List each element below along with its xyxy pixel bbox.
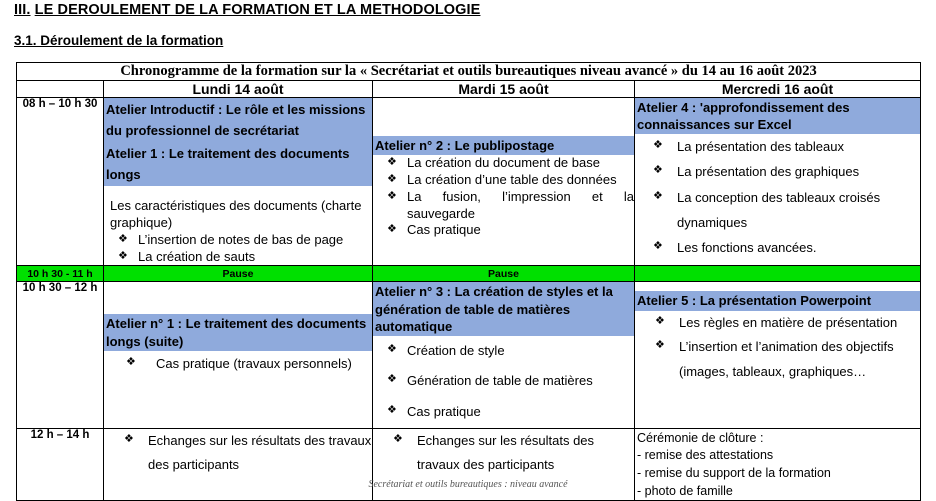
chronogram-table xyxy=(16,62,921,501)
workshop-title-atelier1-suite: Atelier n° 1 : Le traitement des documents longs (suite) xyxy=(104,314,372,350)
pause-label-tuesday: Pause xyxy=(373,266,635,282)
tuesday-bullet-list-3 xyxy=(373,429,634,478)
cell-tuesday-slot1 xyxy=(373,97,635,266)
closing-line-1: Cérémonie de clôture : xyxy=(637,430,764,445)
wednesday-bullet-list-2 xyxy=(635,311,920,385)
time-slot-3: 12 h – 14 h xyxy=(17,428,104,500)
cell-monday-slot2 xyxy=(104,282,373,428)
workshop-title-atelier3: Atelier n° 3 : La création de styles et la génération de table de matières automatique xyxy=(373,282,634,335)
workshop-title-atelier1: Atelier 1 : Le traitement des documents longs xyxy=(104,142,372,186)
table-caption: Chronogramme de la formation sur la « Secrétariat et outils bureautiques niveau avancé » du 14 au 16 août 2023 xyxy=(17,63,921,81)
list-item: ❖ Cas pratique xyxy=(373,222,634,239)
list-item: ❖ La création d’une table des données xyxy=(373,172,634,189)
header-day-monday: Lundi 14 août xyxy=(104,80,373,97)
tuesday-bullet-list xyxy=(373,155,634,239)
workshop-title-atelier2: Atelier n° 2 : Le publipostage xyxy=(373,136,634,155)
workshop-title-atelier5: Atelier 5 : La présentation Powerpoint xyxy=(635,291,920,310)
table-row xyxy=(17,97,921,266)
spacer xyxy=(104,282,372,314)
list-item: ❖ La création de sauts xyxy=(104,249,372,266)
time-slot-pause: 10 h 30 - 11 h xyxy=(17,266,104,282)
closing-line-4: - photo de famille xyxy=(637,483,733,498)
list-item: ❖ Echanges sur les résultats des travaux des participants xyxy=(104,429,372,478)
list-item: ❖ La création du document de base xyxy=(373,155,634,172)
list-item: ❖ Génération de table de matières xyxy=(373,366,634,397)
cell-wednesday-slot2 xyxy=(635,282,921,428)
pause-label-monday: Pause xyxy=(104,266,373,282)
page-footer: Secrétariat et outils bureautiques : niveau avancé xyxy=(368,479,568,490)
closing-line-2: - remise des attestations xyxy=(637,448,774,463)
time-slot-1: 08 h – 10 h 30 xyxy=(17,97,104,266)
cell-wednesday-slot1 xyxy=(635,97,921,266)
list-item: ❖ Cas pratique (travaux personnels) xyxy=(104,351,372,376)
monday-bullet-list-2 xyxy=(104,351,372,376)
workshop-title-intro: Atelier Introductif : Le rôle et les missions du professionnel de secrétariat xyxy=(104,98,372,142)
list-item: ❖ La présentation des tableaux xyxy=(635,134,920,159)
list-item: ❖ Les fonctions avancées. xyxy=(635,235,920,260)
cell-monday-slot1 xyxy=(104,97,373,266)
header-blank-cell xyxy=(17,80,104,97)
workshop-title-atelier4: Atelier 4 : 'approfondissement des connaissances sur Excel xyxy=(635,98,920,134)
table-caption-row xyxy=(17,63,921,81)
pause-label-wednesday xyxy=(635,266,921,282)
section-title: LE DEROULEMENT DE LA FORMATION ET LA METHODOLOGIE xyxy=(34,2,481,18)
list-item: ❖ La fusion, l’impression et la sauvegarde xyxy=(373,189,634,223)
chronogram-table-wrapper xyxy=(16,62,920,501)
list-item: ❖ L’insertion et l’animation des objectifs (images, tableaux, graphiques… xyxy=(635,335,920,384)
closing-line-3: - remise du support de la formation xyxy=(637,466,831,481)
section-number: III. xyxy=(14,2,31,18)
header-day-wednesday: Mercredi 16 août xyxy=(635,80,921,97)
subsection-heading: 3.1. Déroulement de la formation xyxy=(14,33,224,48)
list-item: ❖ Création de style xyxy=(373,336,634,367)
spacer xyxy=(373,98,634,136)
list-item: ❖ Cas pratique xyxy=(373,397,634,428)
monday-bullet-list xyxy=(104,232,372,266)
table-header-row xyxy=(17,80,921,97)
section-heading xyxy=(14,2,480,18)
cell-tuesday-slot2 xyxy=(373,282,635,428)
monday-bullet-list-3 xyxy=(104,429,372,478)
spacer xyxy=(635,282,920,291)
tuesday-bullet-list-2 xyxy=(373,336,634,428)
time-slot-2: 10 h 30 – 12 h xyxy=(17,282,104,428)
table-row xyxy=(17,282,921,428)
pause-row xyxy=(17,266,921,282)
wednesday-bullet-list xyxy=(635,134,920,261)
list-item: ❖ Les règles en matière de présentation xyxy=(635,311,920,336)
monday-paragraph: Les caractéristiques des documents (charte graphique) xyxy=(110,197,362,230)
list-item: ❖ La présentation des graphiques xyxy=(635,159,920,184)
list-item: ❖ Echanges sur les résultats des travaux des participants xyxy=(373,429,634,478)
list-item: ❖ L’insertion de notes de bas de page xyxy=(104,232,372,249)
header-day-tuesday: Mardi 15 août xyxy=(373,80,635,97)
list-item: ❖ La conception des tableaux croisés dynamiques xyxy=(635,185,920,236)
